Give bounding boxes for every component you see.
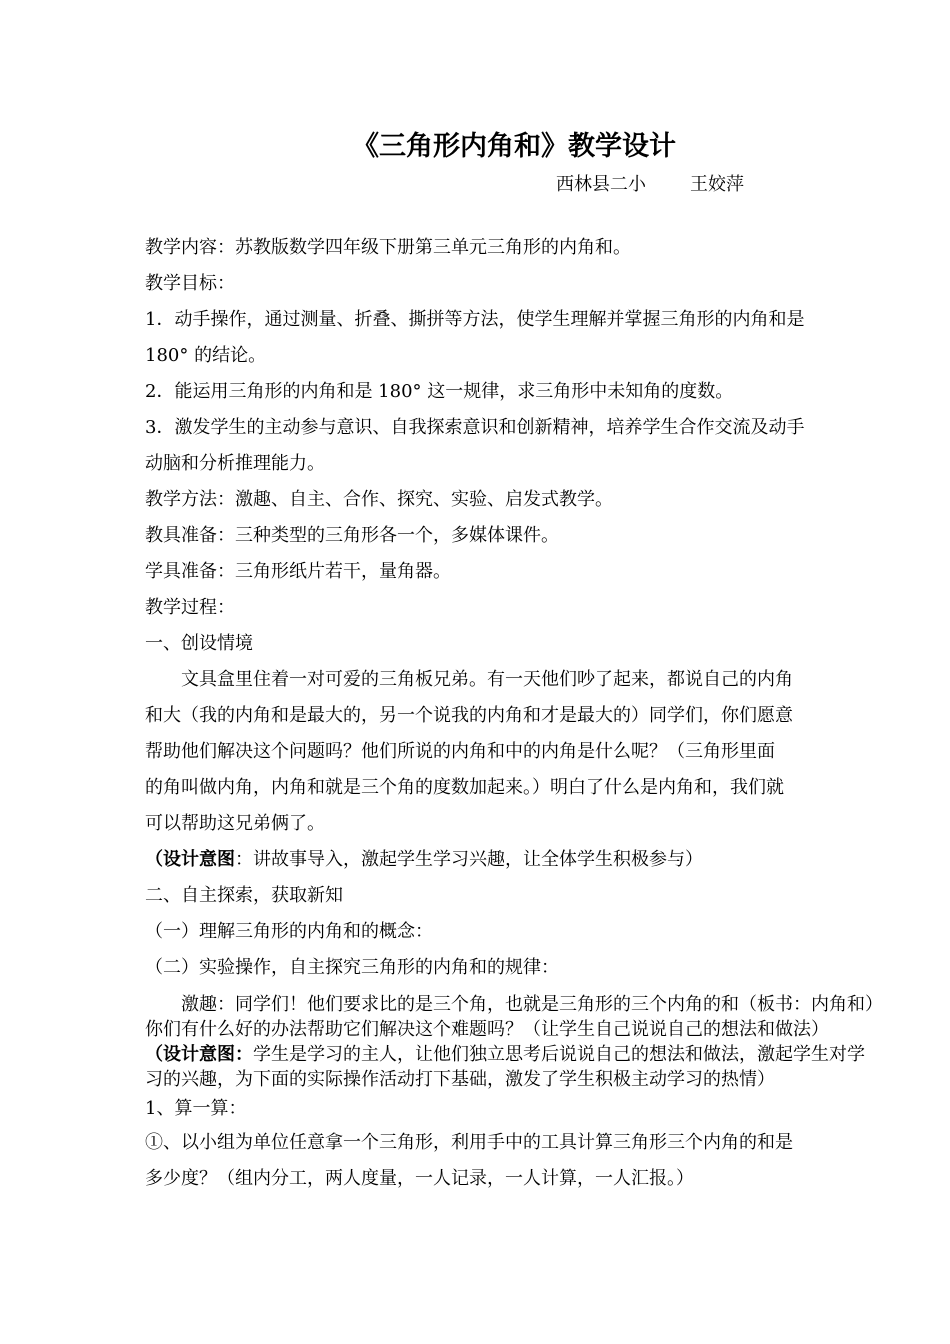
paragraph: 教具准备：三种类型的三角形各一个，多媒体课件。 — [145, 525, 559, 546]
section-heading: 一、创设情境 — [145, 633, 253, 654]
author-line — [556, 170, 744, 196]
story-line: 文具盒里住着一对可爱的三角板兄弟。有一天他们吵了起来，都说自己的内角 — [181, 669, 793, 690]
design-intent-label: （设计意图 — [145, 849, 235, 870]
paragraph: 教学内容：苏教版数学四年级下册第三单元三角形的内角和。 — [145, 237, 631, 258]
paragraph: 教学目标： — [145, 273, 235, 294]
subsection-heading: 1、算一算： — [145, 1098, 247, 1119]
section-heading: 二、自主探索，获取新知 — [145, 885, 343, 906]
author-name: 王姣萍 — [690, 174, 744, 195]
document-body — [145, 230, 880, 1197]
story-line: 的角叫做内角，内角和就是三个角的度数加起来。）明白了什么是内角和，我们就 — [145, 777, 784, 798]
paragraph: 1．动手操作，通过测量、折叠、撕拼等方法，使学生理解并掌握三角形的内角和是 — [145, 309, 805, 330]
story-line: 和大（我的内角和是最大的，另一个说我的内角和才是最大的）同学们，你们愿意 — [145, 705, 793, 726]
paragraph: ①、以小组为单位任意拿一个三角形，利用手中的工具计算三角形三个内角的和是 — [145, 1132, 793, 1153]
paragraph: 教学过程： — [145, 597, 235, 618]
design-intent-text: ：讲故事导入，激起学生学习兴趣，让全体学生积极参与） — [235, 849, 703, 870]
paragraph: 学具准备：三角形纸片若干，量角器。 — [145, 561, 451, 582]
story-line: 帮助他们解决这个问题吗？他们所说的内角和中的内角是什么呢？（三角形里面 — [145, 741, 775, 762]
document-title: 《三角形内角和》教学设计 — [352, 131, 676, 162]
story-line: 可以帮助这兄弟俩了。 — [145, 813, 325, 834]
subsection-heading: （二）实验操作，自主探究三角形的内角和的规律： — [145, 957, 559, 978]
design-intent-2 — [145, 1042, 880, 1092]
paragraph: 3．激发学生的主动参与意识、自我探索意识和创新精神，培养学生合作交流及动手 — [145, 417, 805, 438]
paragraph: 动脑和分析推理能力。 — [145, 453, 325, 474]
subsection-heading: （一）理解三角形的内角和的概念： — [145, 921, 433, 942]
incite-paragraph: 激趣：同学们！他们要求比的是三个角，也就是三角形的三个内角的和（板书：内角和）你们有什么好的办法帮助它们解决这个难题吗？（让学生自己说说自己的想法和做法） — [145, 994, 874, 1040]
paragraph: 多少度？（组内分工，两人度量，一人记录，一人计算，一人汇报。） — [145, 1168, 694, 1189]
author-school: 西林县二小 — [556, 174, 646, 195]
paragraph: 教学方法：激趣、自主、合作、探究、实验、启发式教学。 — [145, 489, 613, 510]
design-intent-1 — [145, 842, 880, 878]
design-intent-label: （设计意图： — [145, 1044, 253, 1065]
design-intent-text: 学生是学习的主人，让他们独立思考后说说自己的想法和做法，激起学生对学习的兴趣，为下面的实际操作活动打下基础，激发了学生积极主动学习的热情） — [145, 1044, 865, 1090]
paragraph: 2．能运用三角形的内角和是 180° 这一规律，求三角形中未知角的度数。 — [145, 381, 734, 402]
paragraph: 180° 的结论。 — [145, 345, 267, 366]
